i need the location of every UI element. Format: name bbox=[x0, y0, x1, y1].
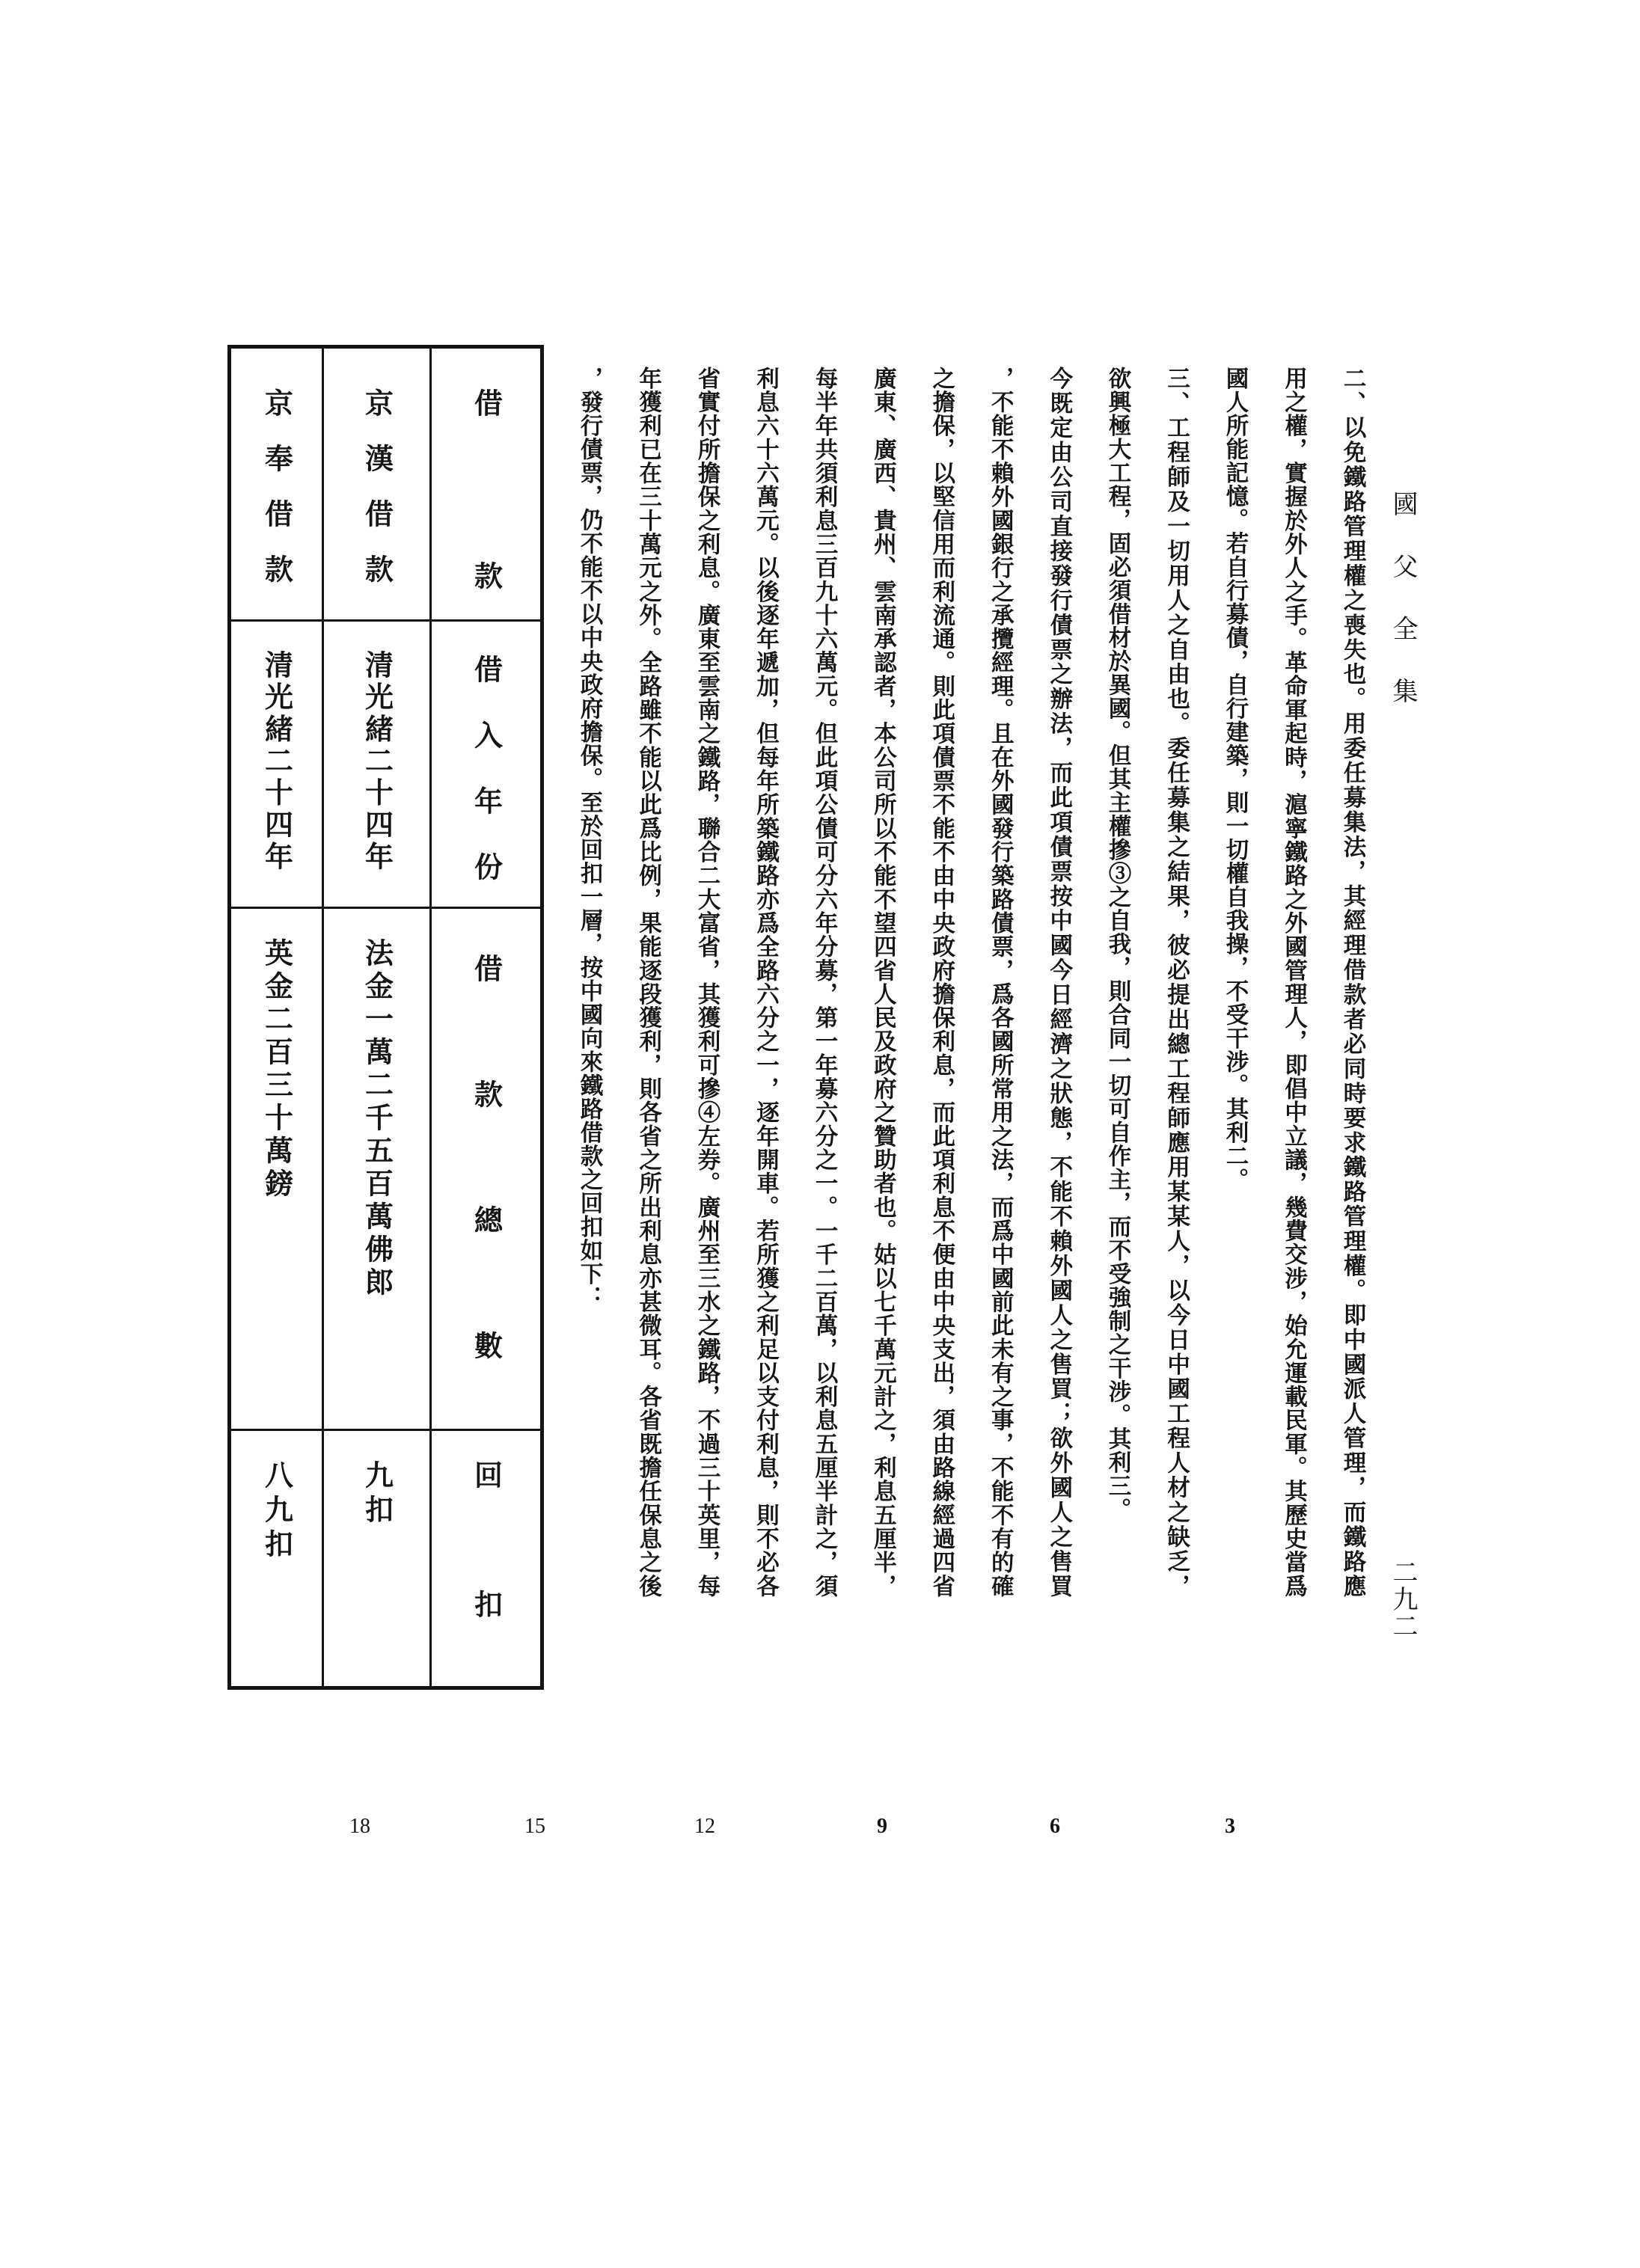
body-text-column: 欲興極大工程，固必須借材於異國。但其主權摻③之自我，則合同一切可自作主，而不受強制之干涉。其利三。 bbox=[1104, 367, 1131, 1521]
header-amount: 借款總數 bbox=[469, 954, 504, 1359]
body-text-column: 之擔保，以堅信用而利流通。則此項債票不能不由中央政府擔保利息，而此項利息不便由中央支出，須由路線經過四省 bbox=[928, 367, 955, 1597]
line-marker: 12 bbox=[694, 1815, 715, 1838]
table-header-cell bbox=[432, 349, 540, 622]
body-text-column: ，發行債票，仍不能不以中央政府擔保。至於回扣一層，按中國向來鐵路借款之回扣如下： bbox=[576, 367, 603, 1309]
row-loan-amount: 英金二百三十萬鎊 bbox=[260, 938, 294, 1201]
body-text-column: 二、以免鐵路管理權之喪失也。用委任募集法，其經理借款者必同時要求鐵路管理權。即中國派人管理，而鐵路應 bbox=[1339, 367, 1366, 1597]
header-discount: 回扣 bbox=[469, 1460, 504, 1618]
body-text-column: ，不能不賴外國銀行之承攬經理。且在外國發行築路債票，爲各國所常用之法，而爲中國前此未有之事，不能不有的確 bbox=[987, 367, 1015, 1597]
line-marker: 18 bbox=[349, 1815, 370, 1838]
line-marker: 9 bbox=[877, 1815, 887, 1838]
row-loan-amount: 法金一萬二千五百萬佛郎 bbox=[360, 938, 394, 1300]
line-marker: 3 bbox=[1225, 1815, 1235, 1838]
row-loan-year: 清光緒二十四年 bbox=[360, 650, 394, 870]
row-loan-name: 京奉借款 bbox=[260, 388, 294, 583]
table-header-cell bbox=[432, 909, 540, 1431]
header-loan: 借款 bbox=[469, 388, 504, 589]
header-year: 借入年份 bbox=[469, 655, 504, 880]
table-header-cell bbox=[432, 1431, 540, 1686]
row-loan-name: 京漢借款 bbox=[360, 388, 394, 583]
table-header-cell bbox=[432, 622, 540, 909]
table-cell bbox=[231, 622, 324, 909]
body-text-column: 年獲利已在三十萬元之外。全路雖不能以此爲比例，果能逐段獲利，則各省之所出利息亦甚微耳。各省既擔任保息之後 bbox=[634, 367, 662, 1597]
table-cell bbox=[231, 1431, 324, 1686]
table-cell bbox=[324, 909, 432, 1431]
body-text-column: 三、工程師及一切用人之自由也。委任募集之結果，彼必提出總工程師應用某某人，以今日中國工程人材之缺乏， bbox=[1163, 367, 1190, 1597]
table-cell bbox=[231, 349, 324, 622]
row-loan-discount: 八九扣 bbox=[260, 1460, 294, 1563]
body-text-column: 用之權，實握於外人之手。革命軍起時，滬寧鐵路之外國管理人，即倡中立議，幾費交涉，始允運載民軍。其歷史當爲 bbox=[1280, 367, 1308, 1597]
page-number: 二九二 bbox=[1388, 1559, 1418, 1640]
body-text-column: 省實付所擔保之利息。廣東至雲南之鐵路，聯合二大富省，其獲利可摻④左券。廣州至三水之鐵路，不過三十英里，每 bbox=[694, 367, 720, 1597]
body-text-column: 利息六十六萬元。以後逐年遞加，但每年所築鐵路亦爲全路六分之一，逐年開車。若所獲之利足以支付利息，則不必各 bbox=[752, 367, 780, 1597]
table-cell bbox=[324, 349, 432, 622]
line-marker: 15 bbox=[524, 1815, 545, 1838]
body-text-column: 今既定由公司直接發行債票之辦法，而此項債票按中國今日經濟之狀態，不能不賴外國人之售買；欲外國人之售買 bbox=[1045, 367, 1073, 1597]
body-text-column: 國人所能記憶。若自行募債，自行建築，則一切權自我操，不受干涉。其利二。 bbox=[1222, 367, 1249, 1192]
body-text-column: 廣東、廣西、貴州、雲南承認者，本公司所以不能不望四省人民及政府之贊助者也。姑以七千萬元計之，利息五厘半， bbox=[869, 367, 897, 1597]
body-text-column: 每半年共須利息三百九十六萬元。但此項公債可分六年分募，第一年募六分之一。一千二百萬，以利息五厘半計之，須 bbox=[811, 367, 838, 1597]
table-cell bbox=[231, 909, 324, 1431]
row-loan-discount: 九扣 bbox=[360, 1460, 394, 1529]
row-loan-year: 清光緒二十四年 bbox=[260, 650, 294, 870]
line-marker: 6 bbox=[1050, 1815, 1060, 1838]
loan-discount-table bbox=[227, 345, 544, 1690]
table-cell bbox=[324, 622, 432, 909]
table-cell bbox=[324, 1431, 432, 1686]
book-title: 國父全集 bbox=[1388, 491, 1418, 703]
